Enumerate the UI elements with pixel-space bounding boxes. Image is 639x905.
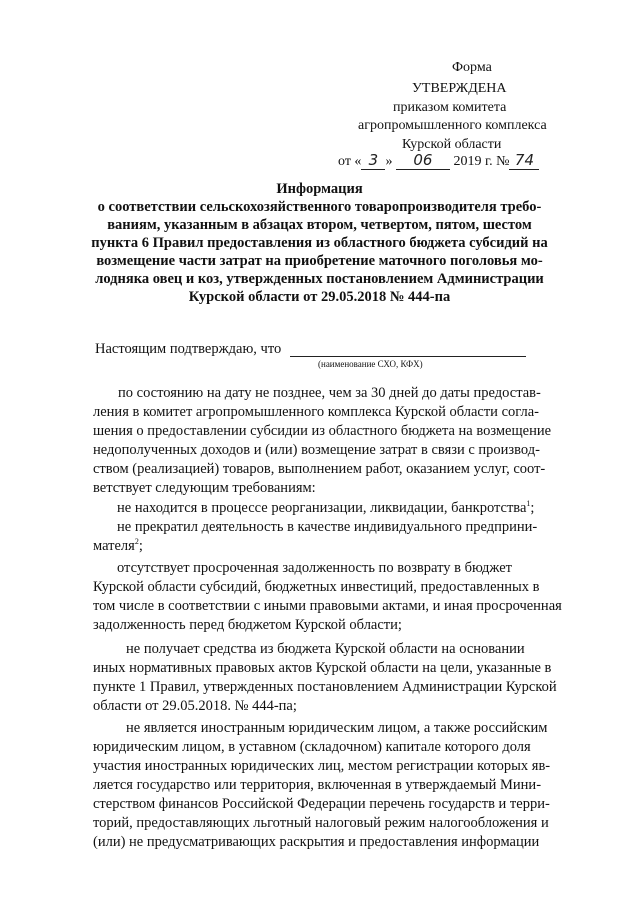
title-line: возмещение части затрат на приобретение маточного поголовья мо-	[96, 253, 543, 269]
requirement-2-text: мателя	[93, 538, 135, 554]
requirement-2-line: не прекратил деятельность в качестве индивидуального предприни-	[117, 519, 538, 535]
date-mid: »	[385, 154, 393, 169]
paragraph-line: недополученных доходов и (или) возмещение затрат в связи с производ-	[93, 442, 540, 458]
title-line: пункта 6 Правил предоставления из областного бюджета субсидий на	[91, 235, 548, 251]
requirement-5-line: торий, предоставляющих льготный налоговый режим налогообложения и	[93, 815, 549, 831]
title-line: Курской области от 29.05.2018 № 444-па	[188, 289, 451, 305]
form-label: Форма	[452, 60, 492, 75]
approval-date-line	[338, 152, 539, 170]
requirement-4-line: пункте 1 Правил, утвержденных постановлением Администрации Курской	[93, 679, 557, 695]
requirement-4-line: иных нормативных правовых актов Курской области на цели, указанные в	[93, 660, 552, 676]
document-heading: Информация	[276, 181, 363, 197]
paragraph-line: по состоянию на дату не позднее, чем за 30 дней до даты предостав-	[118, 385, 541, 401]
paragraph-line: ления в комитет агропромышленного комплекса Курской области согла-	[93, 404, 539, 420]
footnote-mark: 1	[526, 499, 531, 509]
requirement-3-line: том числе в соответствии с иными правовыми актами, и иная просроченная	[93, 598, 562, 614]
requirement-1	[117, 499, 534, 518]
requirement-5-line: ляется государство или территория, включенная в утверждаемый Мини-	[93, 777, 542, 793]
requirement-5-line: юридическим лицом, в уставном (складочном) капитале которого доля	[93, 739, 531, 755]
order-line-3: Курской области	[402, 137, 502, 152]
order-line-1: приказом комитета	[393, 100, 507, 115]
paragraph-line: ветствует следующим требованиям:	[93, 480, 316, 496]
footnote-mark: 2	[134, 537, 139, 547]
title-line: о соответствии сельскохозяйственного товаропроизводителя требо-	[97, 199, 542, 215]
entity-name-caption: (наименование СХО, КФХ)	[318, 359, 423, 369]
entity-name-field	[290, 356, 526, 357]
order-number: 74	[509, 152, 539, 170]
requirement-4-line: области от 29.05.2018. № 444-па;	[93, 698, 297, 714]
confirm-text: Настоящим подтверждаю, что	[95, 341, 282, 357]
date-year: 2019 г. №	[453, 154, 510, 169]
requirement-3-line: Курской области субсидий, бюджетных инвестиций, предоставленных в	[93, 579, 540, 595]
requirement-3-line: задолженность перед бюджетом Курской области;	[93, 617, 402, 633]
requirement-5-line: (или) не предусматривающих раскрытия и предоставления информации	[93, 834, 540, 850]
title-line: лодняка овец и коз, утвержденных постановлением Администрации	[95, 271, 544, 287]
requirement-5-line: стерством финансов Российской Федерации перечень государств и терри-	[93, 796, 550, 812]
order-line-2: агропромышленного комплекса	[358, 118, 547, 133]
approved-label: УТВЕРЖДЕНА	[412, 81, 507, 96]
requirement-5-line: не является иностранным юридическим лицом, а также российским	[126, 720, 548, 736]
date-day: 3	[361, 152, 385, 170]
paragraph-line: ством (реализацией) товаров, выполнением работ, оказанием услуг, соот-	[93, 461, 546, 477]
requirement-1-text: не находится в процессе реорганизации, ликвидации, банкротства	[117, 500, 527, 516]
requirement-4-line: не получает средства из бюджета Курской области на основании	[126, 641, 525, 657]
requirement-3-line: отсутствует просроченная задолженность по возврату в бюджет	[117, 560, 513, 576]
requirement-2-tail: ;	[138, 538, 143, 554]
requirement-5-line: участия иностранных юридических лиц, местом регистрации которых яв-	[93, 758, 551, 774]
date-month: 06	[396, 152, 450, 170]
requirement-1-tail: ;	[530, 500, 535, 516]
date-prefix: от «	[338, 154, 362, 169]
title-line: ваниям, указанным в абзацах втором, четвертом, пятом, шестом	[107, 217, 532, 233]
requirement-2-line	[93, 537, 143, 556]
paragraph-line: шения о предоставлении субсидии из областного бюджета на возмещение	[93, 423, 552, 439]
